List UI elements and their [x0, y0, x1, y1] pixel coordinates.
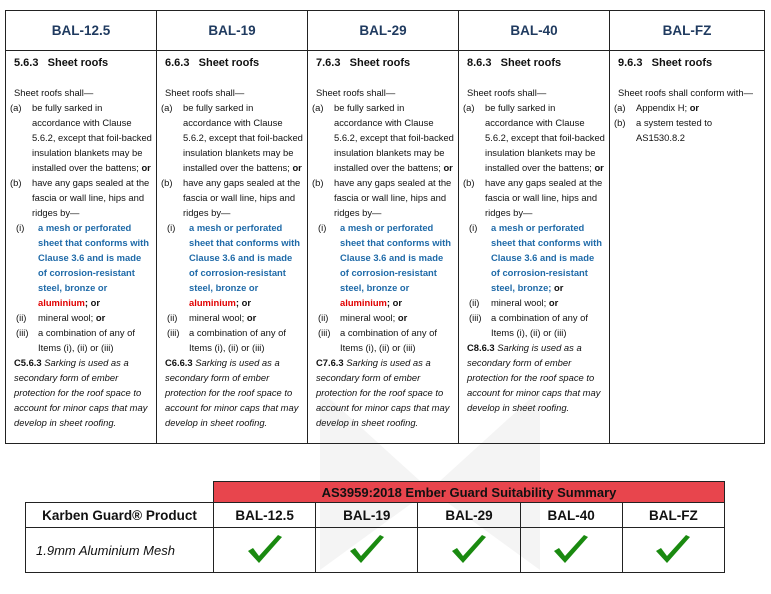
- sub-item: [165, 325, 303, 355]
- note-label: C8.6.3: [467, 342, 495, 353]
- commentary-note: [165, 355, 303, 430]
- item-label: (b): [10, 177, 22, 188]
- item-label: (a): [161, 102, 173, 113]
- sub-item: [316, 325, 454, 355]
- commentary-note: [14, 355, 152, 430]
- clause-item: [463, 100, 605, 175]
- product-name: 1.9mm Aluminium Mesh: [26, 528, 214, 573]
- sub-item: [467, 295, 605, 310]
- commentary-note: [467, 340, 605, 415]
- or-word: or: [246, 312, 257, 323]
- item-text: [183, 100, 303, 175]
- sub-item: [14, 310, 152, 325]
- item-text: a combination of any of Items (i), (ii) or (iii): [38, 327, 135, 353]
- mesh-requirement: a mesh or perforated sheet that conforms with Clause 3.6 and is made of corrosion-resistant steel, bronze or: [189, 222, 300, 293]
- item-label: (iii): [469, 312, 482, 323]
- or-word: ; or: [235, 297, 251, 308]
- checkmark-icon: [449, 533, 489, 567]
- item-body: be fully sarked in accordance with Clause 5.6.2, except that foil-backed insulation blankets may be installed over the battens;: [334, 102, 454, 173]
- requirements-cell: [308, 51, 459, 444]
- item-text: a combination of any of Items (i), (ii) or (iii): [189, 327, 286, 353]
- bal-heading: BAL-12.5: [6, 11, 157, 51]
- item-label: (i): [16, 222, 25, 233]
- clause-item: [10, 175, 152, 220]
- commentary-note: [316, 355, 454, 430]
- or-word: or: [551, 282, 564, 293]
- item-text: [189, 220, 303, 310]
- requirements-cell: [6, 51, 157, 444]
- note-text: Sarking is used as a secondary form of ember protection for the roof space to account for minor caps that may develop in sheet roofing.: [467, 342, 601, 413]
- item-label: (a): [614, 102, 626, 113]
- sub-item: [467, 220, 605, 295]
- item-text: a system tested to AS1530.8.2: [636, 117, 713, 143]
- or-word: or: [95, 312, 106, 323]
- sub-item: [316, 220, 454, 310]
- item-text: [491, 295, 558, 310]
- clause-item: [10, 100, 152, 175]
- sub-item: [14, 220, 152, 310]
- item-label: (a): [312, 102, 324, 113]
- suitability-cell: [316, 528, 418, 573]
- item-text: [636, 100, 699, 115]
- checkmark-icon: [653, 533, 693, 567]
- suitability-cell: [520, 528, 622, 573]
- item-label: (iii): [167, 327, 180, 338]
- note-text: Sarking is used as a secondary form of ember protection for the roof space to account for minor caps that may develop in sheet roofing.: [14, 357, 148, 428]
- item-text: [340, 220, 454, 310]
- item-label: (b): [463, 177, 475, 188]
- bal-body-row: [6, 51, 765, 444]
- or-word: ; or: [386, 297, 402, 308]
- intro-text: Sheet roofs shall—: [467, 87, 547, 98]
- item-text: a combination of any of Items (i), (ii) or (iii): [340, 327, 437, 353]
- clause-item: [312, 100, 454, 175]
- item-label: (a): [463, 102, 475, 113]
- note-text: Sarking is used as a secondary form of ember protection for the roof space to account for minor caps that may develop in sheet roofing.: [165, 357, 299, 428]
- bal-requirements-table: [5, 10, 765, 444]
- item-text: [334, 100, 454, 175]
- or-word: or: [141, 162, 151, 173]
- section-title: 6.6.3 Sheet roofs: [165, 57, 260, 69]
- item-label: (i): [318, 222, 327, 233]
- bal-heading: BAL-FZ: [610, 11, 765, 51]
- note-label: C6.6.3: [165, 357, 193, 368]
- checkmark-icon: [347, 533, 387, 567]
- item-text: have any gaps sealed at the fascia or wall line, hips and ridges by—: [183, 177, 301, 218]
- bal-heading: BAL-19: [157, 11, 308, 51]
- item-label: (i): [469, 222, 478, 233]
- bal-header-row: [6, 11, 765, 51]
- aluminium-word: aluminium: [340, 297, 387, 308]
- section-title: 9.6.3 Sheet roofs: [618, 57, 713, 69]
- section-title: 8.6.3 Sheet roofs: [467, 57, 562, 69]
- item-body: Appendix H;: [636, 102, 688, 113]
- item-body: be fully sarked in accordance with Clause 5.6.2, except that foil-backed insulation blankets may be installed over the battens;: [183, 102, 303, 173]
- item-text: [38, 310, 105, 325]
- item-label: (b): [161, 177, 173, 188]
- item-text: have any gaps sealed at the fascia or wall line, hips and ridges by—: [32, 177, 150, 218]
- clause-item: [312, 175, 454, 220]
- item-text: [189, 310, 256, 325]
- level-header: BAL-19: [316, 503, 418, 528]
- item-text: [491, 220, 605, 295]
- sub-item: [165, 220, 303, 310]
- bal-heading: BAL-40: [459, 11, 610, 51]
- sub-item: [316, 310, 454, 325]
- clause-item: [463, 175, 605, 220]
- requirements-cell: [157, 51, 308, 444]
- item-label: (ii): [167, 312, 178, 323]
- sub-item: [467, 310, 605, 340]
- or-word: or: [594, 162, 604, 173]
- item-label: (b): [312, 177, 324, 188]
- item-body: mineral wool;: [491, 297, 547, 308]
- section-title: 5.6.3 Sheet roofs: [14, 57, 109, 69]
- item-body: mineral wool;: [340, 312, 396, 323]
- requirements-cell: [459, 51, 610, 444]
- note-text: Sarking is used as a secondary form of ember protection for the roof space to account for minor caps that may develop in sheet roofing.: [316, 357, 450, 428]
- or-word: or: [548, 297, 559, 308]
- requirements-cell-fz: [610, 51, 765, 444]
- product-header: Karben Guard® Product: [26, 503, 214, 528]
- bal-heading: BAL-29: [308, 11, 459, 51]
- mesh-requirement: a mesh or perforated sheet that conforms with Clause 3.6 and is made of corrosion-resistant steel, bronze or: [340, 222, 451, 293]
- suitability-summary-table: [25, 481, 725, 573]
- intro-text: Sheet roofs shall—: [14, 87, 94, 98]
- item-label: (i): [167, 222, 176, 233]
- level-header: BAL-FZ: [622, 503, 724, 528]
- intro-text: Sheet roofs shall conform with—: [618, 87, 753, 98]
- item-body: mineral wool;: [38, 312, 94, 323]
- item-text: have any gaps sealed at the fascia or wall line, hips and ridges by—: [485, 177, 603, 218]
- intro-text: Sheet roofs shall—: [316, 87, 396, 98]
- section-title: 7.6.3 Sheet roofs: [316, 57, 411, 69]
- aluminium-word: aluminium: [38, 297, 85, 308]
- or-word: or: [443, 162, 453, 173]
- clause-item: [614, 115, 760, 145]
- sub-item: [14, 325, 152, 355]
- item-body: be fully sarked in accordance with Clause 5.6.2, except that foil-backed insulation blankets may be installed over the battens;: [485, 102, 605, 173]
- item-label: (a): [10, 102, 22, 113]
- level-header: BAL-12.5: [214, 503, 316, 528]
- item-text: [38, 220, 152, 310]
- item-text: a combination of any of Items (i), (ii) or (iii): [491, 312, 588, 338]
- clause-item: [161, 100, 303, 175]
- or-word: or: [397, 312, 408, 323]
- item-body: be fully sarked in accordance with Clause 5.6.2, except that foil-backed insulation blankets may be installed over the battens;: [32, 102, 152, 173]
- clause-item: [161, 175, 303, 220]
- item-label: (iii): [318, 327, 331, 338]
- checkmark-icon: [245, 533, 285, 567]
- level-header: BAL-29: [418, 503, 520, 528]
- intro-text: Sheet roofs shall—: [165, 87, 245, 98]
- suitability-cell: [418, 528, 520, 573]
- level-header: BAL-40: [520, 503, 622, 528]
- clause-item: [614, 100, 760, 115]
- note-label: C5.6.3: [14, 357, 42, 368]
- mesh-requirement: a mesh or perforated sheet that conforms with Clause 3.6 and is made of corrosion-resistant steel, bronze or: [38, 222, 149, 293]
- suitability-cell: [214, 528, 316, 573]
- or-word: or: [689, 102, 700, 113]
- summary-banner: AS3959:2018 Ember Guard Suitability Summary: [214, 482, 725, 503]
- item-label: (ii): [469, 297, 480, 308]
- item-text: have any gaps sealed at the fascia or wall line, hips and ridges by—: [334, 177, 452, 218]
- mesh-requirement: a mesh or perforated sheet that conforms with Clause 3.6 and is made of corrosion-resistant steel, bronze;: [491, 222, 602, 293]
- item-label: (ii): [16, 312, 27, 323]
- checkmark-icon: [551, 533, 591, 567]
- item-body: mineral wool;: [189, 312, 245, 323]
- sub-item: [165, 310, 303, 325]
- item-text: [340, 310, 407, 325]
- or-word: or: [292, 162, 302, 173]
- or-word: ; or: [84, 297, 100, 308]
- item-label: (ii): [318, 312, 329, 323]
- item-label: (b): [614, 117, 626, 128]
- item-text: [485, 100, 605, 175]
- aluminium-word: aluminium: [189, 297, 236, 308]
- suitability-cell: [622, 528, 724, 573]
- item-text: [32, 100, 152, 175]
- note-label: C7.6.3: [316, 357, 344, 368]
- item-label: (iii): [16, 327, 29, 338]
